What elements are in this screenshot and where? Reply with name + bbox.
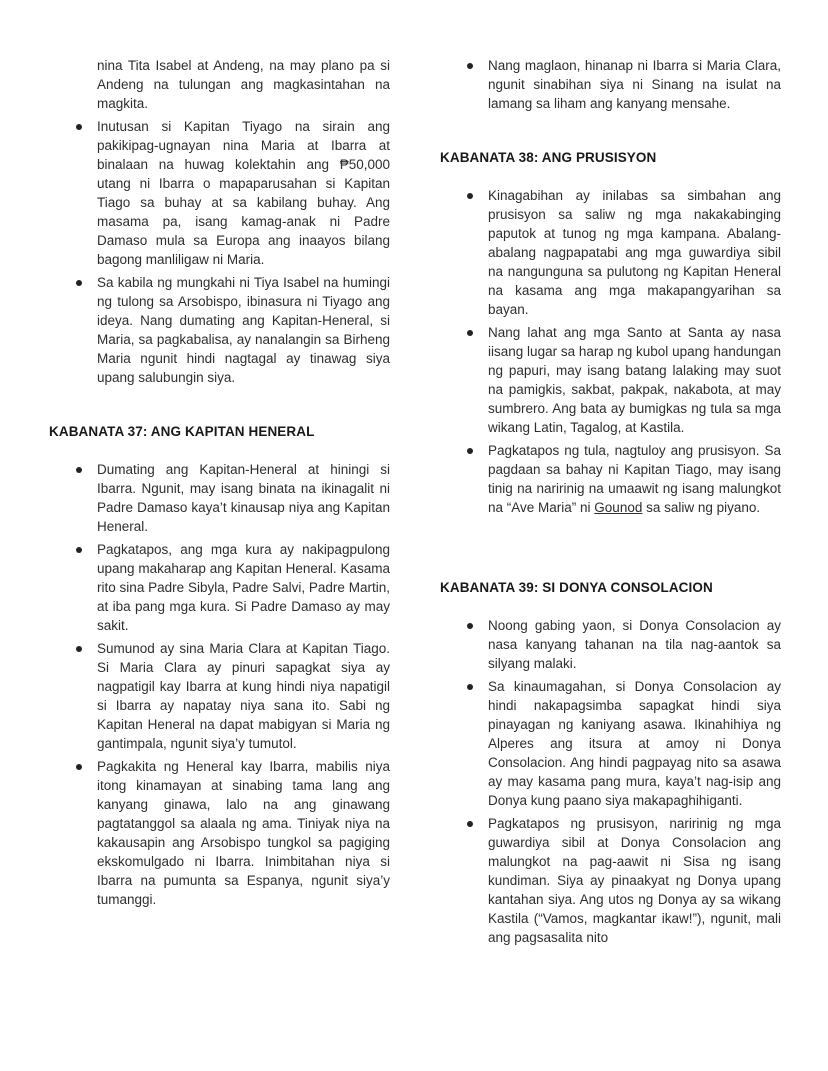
paragraph-text: Dumating ang Kapitan-Heneral at hiningi si Ibarra. Ngunit, may isang binata na ikinagalit ni Padre Damaso kaya’t kinausap niya ang Kapitan Heneral. (97, 462, 390, 534)
section-spacer (440, 517, 781, 543)
bullet-icon (76, 280, 82, 286)
paragraph-text: Pagkatapos ng prusisyon, naririnig ng mga guwardiya sibil at Donya Consolacion ang malungkot na pag-aawit ni Sisa ng isang kundiman. Siya ay pinaakyat ng Donya upang kantahan siya. Ang utos ng Donya ay sa wikang Kastila (“Vamos, magkantar ikaw!”), ngunit, mali ang pagsasalita nito (488, 816, 781, 945)
bullet-icon (76, 467, 82, 473)
bullet-item (488, 441, 781, 517)
bullet-list (49, 460, 390, 909)
section-heading: KABANATA 37: ANG KAPITAN HENERAL (49, 424, 315, 439)
paragraph-text: Kinagabihan ay inilabas sa simbahan ang prusisyon sa saliw ng mga nakakabinging paputok at tunog ng mga kampana. Abalang-abalang nagpapatabi ang mga guwardiya sibil na nangunguna sa pulutong ng Kapitan Heneral na kasama ang mga makapangyarihan sa bayan. (488, 188, 781, 317)
bullet-icon (467, 63, 473, 69)
bullet-item (97, 273, 390, 387)
bullet-item (488, 56, 781, 113)
paragraph-text: Nang maglaon, hinanap ni Ibarra si Maria Clara, ngunit sinabihan siya ni Sinang na isulat na lamang sa liham ang kanyang mensahe. (488, 58, 781, 111)
bullet-icon (467, 448, 473, 454)
section-heading: KABANATA 39: SI DONYA CONSOLACION (440, 580, 713, 595)
bullet-icon (467, 193, 473, 199)
paragraph-text: Sa kinaumagahan, si Donya Consolacion ay hindi nakapagsimba sapagkat hindi siya pinayagan ng kaniyang asawa. Ikinahihiya ng Alperes ang itsura at amoy ni Donya Consolacion. Ang hindi pagpayag nito sa asawa ay may kasama pang mura, kaya’t nag-isip ang Donya kung paano siya makapaghihiganti. (488, 679, 781, 808)
bullet-item (97, 117, 390, 269)
bullet-icon (467, 821, 473, 827)
paragraph-text: sa saliw ng piyano. (642, 500, 761, 515)
paragraph-text: Noong gabing yaon, si Donya Consolacion ay nasa kanyang tahanan na tila nag-aantok sa silyang malaki. (488, 618, 781, 671)
bullet-item (97, 540, 390, 635)
paragraph-text: Sumunod ay sina Maria Clara at Kapitan Tiago. Si Maria Clara ay pinuri sapagkat siya ay nagpatigil kay Ibarra at kung hindi niya napatigil si Ibarra ay napatay niya sana ito. Sabi ng Kapitan Heneral na dapat mabigyan si Maria ng gantimpala, ngunit siya’y tumutol. (97, 641, 390, 751)
bullet-item (488, 323, 781, 437)
paragraph-text: Nang lahat ang mga Santo at Santa ay nasa iisang lugar sa harap ng kubol upang handungan ng papuri, may isang batang lalaking may suot na pamigkis, sakbat, pakpak, nakabota, at may sumbrero. Ang bata ay bumigkas ng tula sa mga wikang Latin, Tagalog, at Kastila. (488, 325, 781, 435)
bullet-list (440, 186, 781, 517)
bullet-icon (467, 684, 473, 690)
text-column-right (440, 56, 781, 1051)
bullet-item (488, 814, 781, 947)
bullet-item (488, 616, 781, 673)
section-heading: KABANATA 38: ANG PRUSISYON (440, 150, 657, 165)
paragraph-text: nina Tita Isabel at Andeng, na may plano pa si Andeng na tulungan ang magkasintahan na magkita. (97, 58, 390, 111)
bullet-item (97, 639, 390, 753)
paragraph-text: Sa kabila ng mungkahi ni Tiya Isabel na humingi ng tulong sa Arsobispo, ibinasura ni Tiyago ang ideya. Nang dumating ang Kapitan-Heneral, si Maria, sa pagkabalisa, ay nanalangin sa Birheng Maria ngunit hindi nagtagal ay tinawag siya upang salubungin siya. (97, 275, 390, 385)
paragraph-text: Pagkatapos ng tula, nagtuloy ang prusisyon. Sa pagdaan sa bahay ni Kapitan Tiago, may isang tinig na naririnig na umaawit ng isang malungkot na “Ave Maria” ni (488, 443, 781, 515)
bullet-icon (76, 764, 82, 770)
bullet-list (440, 616, 781, 947)
bullet-list (49, 56, 390, 387)
bullet-icon (76, 547, 82, 553)
bullet-icon (76, 646, 82, 652)
text-column-left (49, 56, 390, 1051)
bullet-item (97, 460, 390, 536)
bullet-icon (76, 124, 82, 130)
bullet-icon (467, 330, 473, 336)
bullet-icon (467, 623, 473, 629)
paragraph-text: Pagkakita ng Heneral kay Ibarra, mabilis niya itong kinamayan at sinabing tama lang ang kanyang ginawa, lalo na ang ginawang pagtatanggol sa alaala ng ama. Tiniyak niya na kakausapin ang Arsobispo tungkol sa pagiging ekskomulgado ni Ibarra. Inimbitahan niya si Ibarra na pumunta sa Espanya, ngunit siya’y tumanggi. (97, 759, 390, 907)
paragraph-text: Pagkatapos, ang mga kura ay nakipagpulong upang makaharap ang Kapitan Heneral. Kasama rito sina Padre Sibyla, Padre Salvi, Padre Martin, at iba pang mga kura. Si Padre Damaso ay may sakit. (97, 542, 390, 633)
bullet-item (488, 677, 781, 810)
bullet-item (97, 757, 390, 909)
bullet-list (440, 56, 781, 113)
bullet-item (488, 186, 781, 319)
paragraph-text: Inutusan si Kapitan Tiyago na sirain ang pakikipag-ugnayan nina Maria at Ibarra at binalaan na huwag kolektahin ang ₱50,000 utang ni Ibarra o mapaparusahan si Kapitan Tiago sa buhay at sa kabilang buhay. Ang masama pa, isang kamag-anak ni Padre Damaso mula sa Europa ang inaayos bilang bagong manliligaw ni Maria. (97, 119, 390, 267)
underlined-text: Gounod (594, 500, 643, 515)
bullet-item (97, 56, 390, 113)
